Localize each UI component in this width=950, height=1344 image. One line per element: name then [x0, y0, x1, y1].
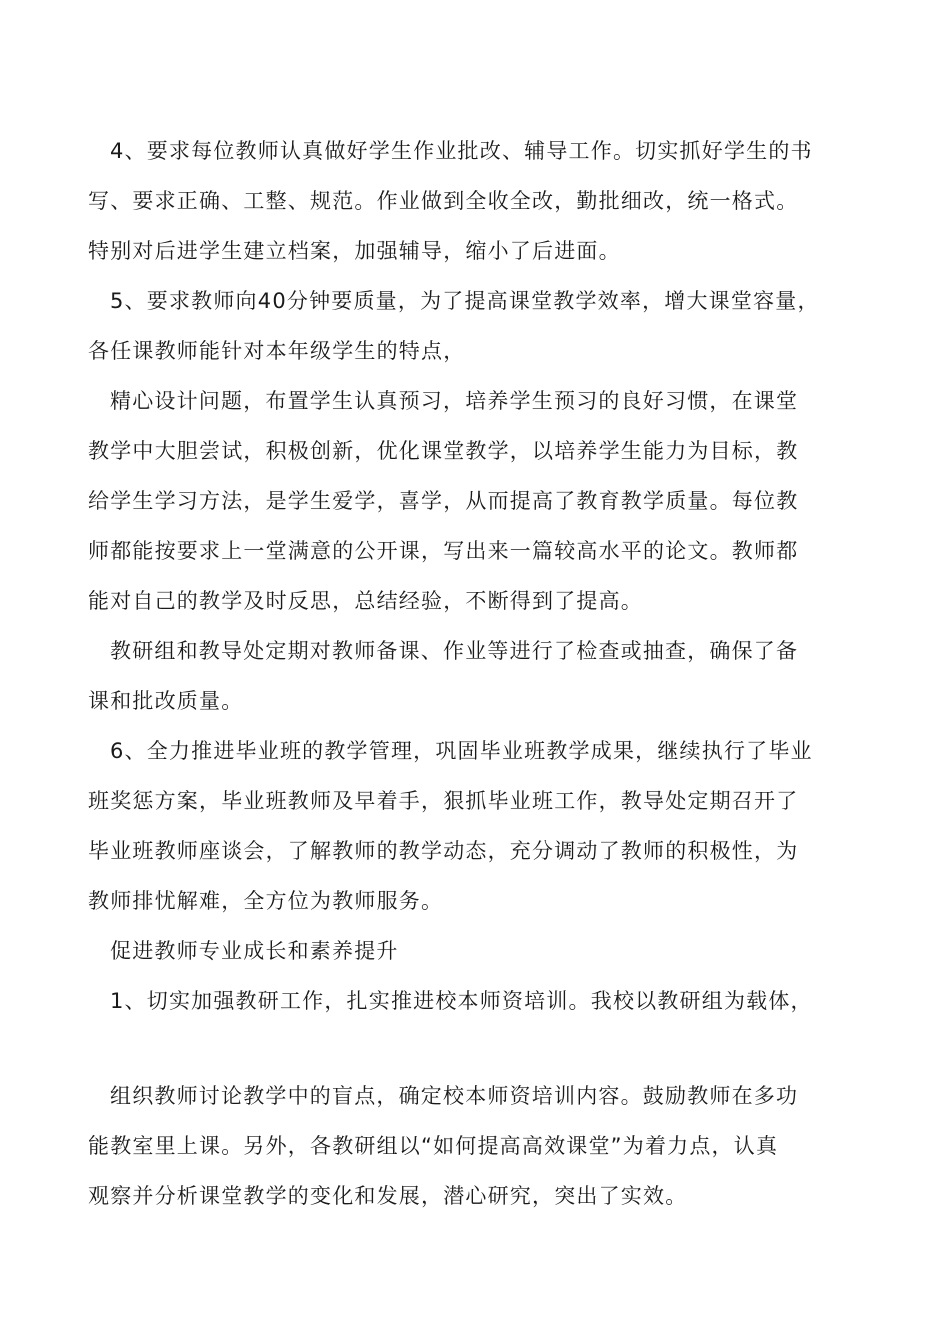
text-line: 能教室里上课。另外，各教研组以“如何提高高效课堂”为着力点，认真 [88, 1134, 779, 1158]
text-line: 组织教师讨论教学中的盲点，确定校本师资培训内容。鼓励教师在多功 [110, 1084, 799, 1108]
text-line: 6、全力推进毕业班的教学管理，巩固毕业班教学成果，继续执行了毕业 [110, 739, 813, 763]
text-line: 毕业班教师座谈会，了解教师的教学动态，充分调动了教师的积极性，为 [88, 839, 799, 863]
text-line: 特别对后进学生建立档案，加强辅导，缩小了后进面。 [88, 239, 621, 263]
text-line: 给学生学习方法，是学生爱学，喜学，从而提高了教育教学质量。每位教 [88, 489, 799, 513]
text-line: 精心设计问题，布置学生认真预习，培养学生预习的良好习惯，在课堂 [110, 389, 799, 413]
text-line: 教研组和教导处定期对教师备课、作业等进行了检查或抽查，确保了备 [110, 639, 799, 663]
text-line: 师都能按要求上一堂满意的公开课，写出来一篇较高水平的论文。教师都 [88, 539, 799, 563]
text-line: 观察并分析课堂教学的变化和发展，潜心研究，突出了实效。 [88, 1184, 688, 1208]
text-line: 能对自己的教学及时反思，总结经验，不断得到了提高。 [88, 589, 643, 613]
text-line: 4、要求每位教师认真做好学生作业批改、辅导工作。切实抓好学生的书 [110, 139, 813, 163]
text-line: 班奖惩方案，毕业班教师及早着手，狠抓毕业班工作，教导处定期召开了 [88, 789, 799, 813]
text-line: 课和批改质量。 [88, 689, 244, 713]
text-line: 5、要求教师向40分钟要质量，为了提高课堂教学效率，增大课堂容量， [110, 289, 820, 313]
text-line: 教师排忧解难，全方位为教师服务。 [88, 889, 444, 913]
section-heading: 促进教师专业成长和素养提升 [110, 939, 399, 963]
text-line: 1、切实加强教研工作，扎实推进校本师资培训。我校以教研组为载体， [110, 989, 813, 1013]
text-line: 写、要求正确、工整、规范。作业做到全收全改，勤批细改，统一格式。 [88, 189, 799, 213]
text-line: 各任课教师能针对本年级学生的特点， [88, 339, 466, 363]
text-line: 教学中大胆尝试，积极创新，优化课堂教学，以培养学生能力为目标，教 [88, 439, 799, 463]
